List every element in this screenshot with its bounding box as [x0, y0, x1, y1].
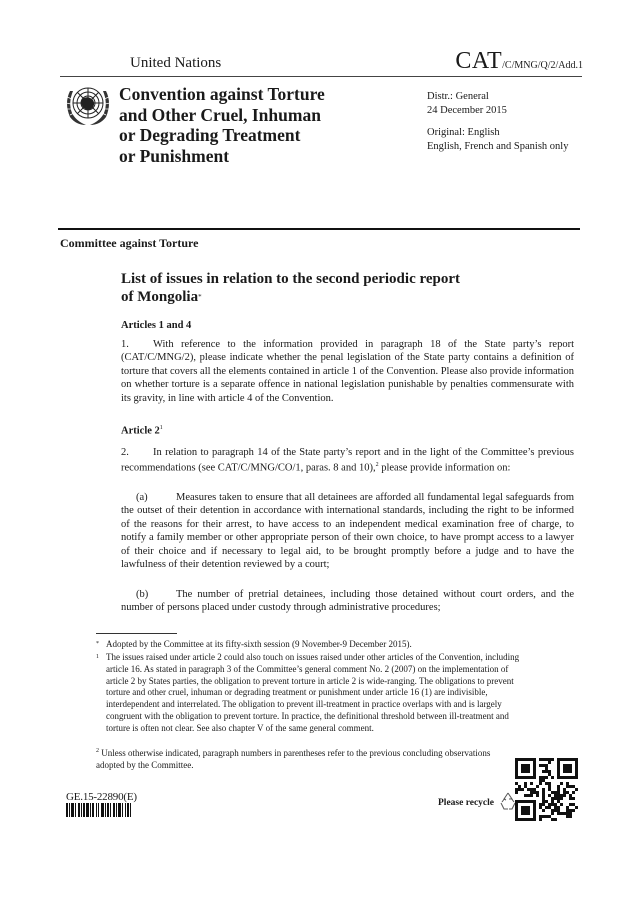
document-symbol-main: CAT [455, 48, 503, 74]
footnote-mark: * [96, 641, 99, 647]
date: 24 December 2015 [427, 104, 507, 116]
paragraph-2 [121, 446, 574, 475]
subparagraph-a [121, 491, 574, 571]
paragraph-text: please provide information on: [378, 462, 511, 474]
document-title-line2: of Mongolia [121, 289, 199, 305]
convention-title-line: and Other Cruel, Inhuman [119, 104, 321, 125]
convention-title-line: or Degrading Treatment [119, 125, 301, 145]
subparagraph-b [121, 588, 574, 615]
document-symbol [455, 48, 583, 75]
convention-title-line: or Punishment [119, 145, 230, 166]
distribution-block [427, 90, 568, 153]
paragraph-number: 1. [121, 339, 129, 350]
footnote [96, 639, 520, 651]
footnote [96, 652, 520, 735]
section-heading-text: Article 2 [121, 425, 160, 437]
footnote-ref[interactable]: 2 [375, 462, 379, 469]
paragraph-number: 2. [121, 447, 129, 458]
section-rule [58, 228, 580, 230]
document-symbol-suffix: /C/MNG/Q/2/Add.1 [502, 60, 583, 71]
subparagraph-label: (a) [136, 492, 148, 503]
footnote [96, 746, 520, 772]
original-language: Original: English [427, 127, 500, 138]
qr-code-icon[interactable] [515, 758, 578, 821]
languages: English, French and Spanish only [427, 140, 569, 152]
job-number: GE.15-22890(E) [66, 791, 137, 803]
section-heading [121, 425, 163, 437]
subparagraph-label: (b) [136, 589, 149, 600]
section-heading: Articles 1 and 4 [121, 320, 192, 331]
footnote-ref[interactable]: 1 [159, 425, 163, 431]
convention-title [119, 84, 325, 166]
footnote-text: Adopted by the Committee at its fifty-sixth session (9 November-9 December 2015). [106, 639, 412, 649]
un-emblem-icon [60, 81, 116, 131]
paragraph-text: With reference to the information provided in paragraph 18 of the State party’s report (CAT/C/MNG/2), please indicate whether the penal legislation of the State party contains a definition of torture that covers all the elements contained in article 1 of the Convention. Please also provide information on whether torture is a separate offence in national legislation punishable by penalties commensurate with its gravity, in line with article 4 of the Convention. [121, 339, 574, 404]
recycle-label: Please recycle [438, 798, 494, 808]
document-title [121, 270, 460, 306]
footnote-divider [96, 633, 177, 634]
footnote-mark: 2 [96, 748, 99, 754]
subparagraph-text: The number of pretrial detainees, including those detained without court orders, and the number of persons placed under custody through administrative procedures; [121, 589, 574, 614]
document-title-line1: List of issues in relation to the second periodic report [121, 271, 461, 287]
organization-name: United Nations [130, 55, 222, 71]
footnote-text: Unless otherwise indicated, paragraph numbers in parentheses refer to the previous concluding observations adopted by the Committee. [96, 748, 491, 770]
footnote-ref[interactable]: * [198, 293, 202, 301]
committee-name: Committee against Torture [60, 236, 199, 250]
footnote-text: The issues raised under article 2 could also touch on issues raised under other articles of the Convention, including article 16. As stated in paragraph 3 of the Committee’s general comment No. 2 (2007) on the implementation of article 2 by States parties, the obligation to prevent torture in article 2 is wide-ranging. The obligations to prevent torture and other cruel, inhuman or degrading treatment or punishment under article 16 (1) are indivisible, interdependent and interrelated. The obligation to prevent ill-treatment in practice overlaps with and is largely congruent with the obligation to prevent torture. In practice, the definitional threshold between ill-treatment and torture is often not clear. See also chapter V of the same general comment. [106, 652, 520, 733]
convention-title-line: Convention against Torture [119, 84, 325, 104]
barcode-icon [66, 803, 174, 817]
header-rule [60, 76, 582, 77]
subparagraph-text: Measures taken to ensure that all detainees are afforded all fundamental legal safeguards from the outset of their detention in accordance with international standards, including the right to be informed of the reasons for their arrest, to have access to an independent medical examination free of charge, to notify a family member or other appropriate person of their own choice, to have prompt access to a lawyer of their choice and if necessary to legal aid, to be brought promptly before a judge and to have the lawfulness of their detention reviewed by a court; [121, 492, 574, 571]
paragraph-1 [121, 338, 574, 405]
paragraph-text: In relation to paragraph 14 of the State party’s report and in the light of the Committee’s previous recommendations (see CAT/C/MNG/CO/1, paras. 8 and 10), [121, 447, 574, 474]
distribution: Distr.: General [427, 91, 489, 102]
footnote-mark: 1 [96, 654, 99, 660]
